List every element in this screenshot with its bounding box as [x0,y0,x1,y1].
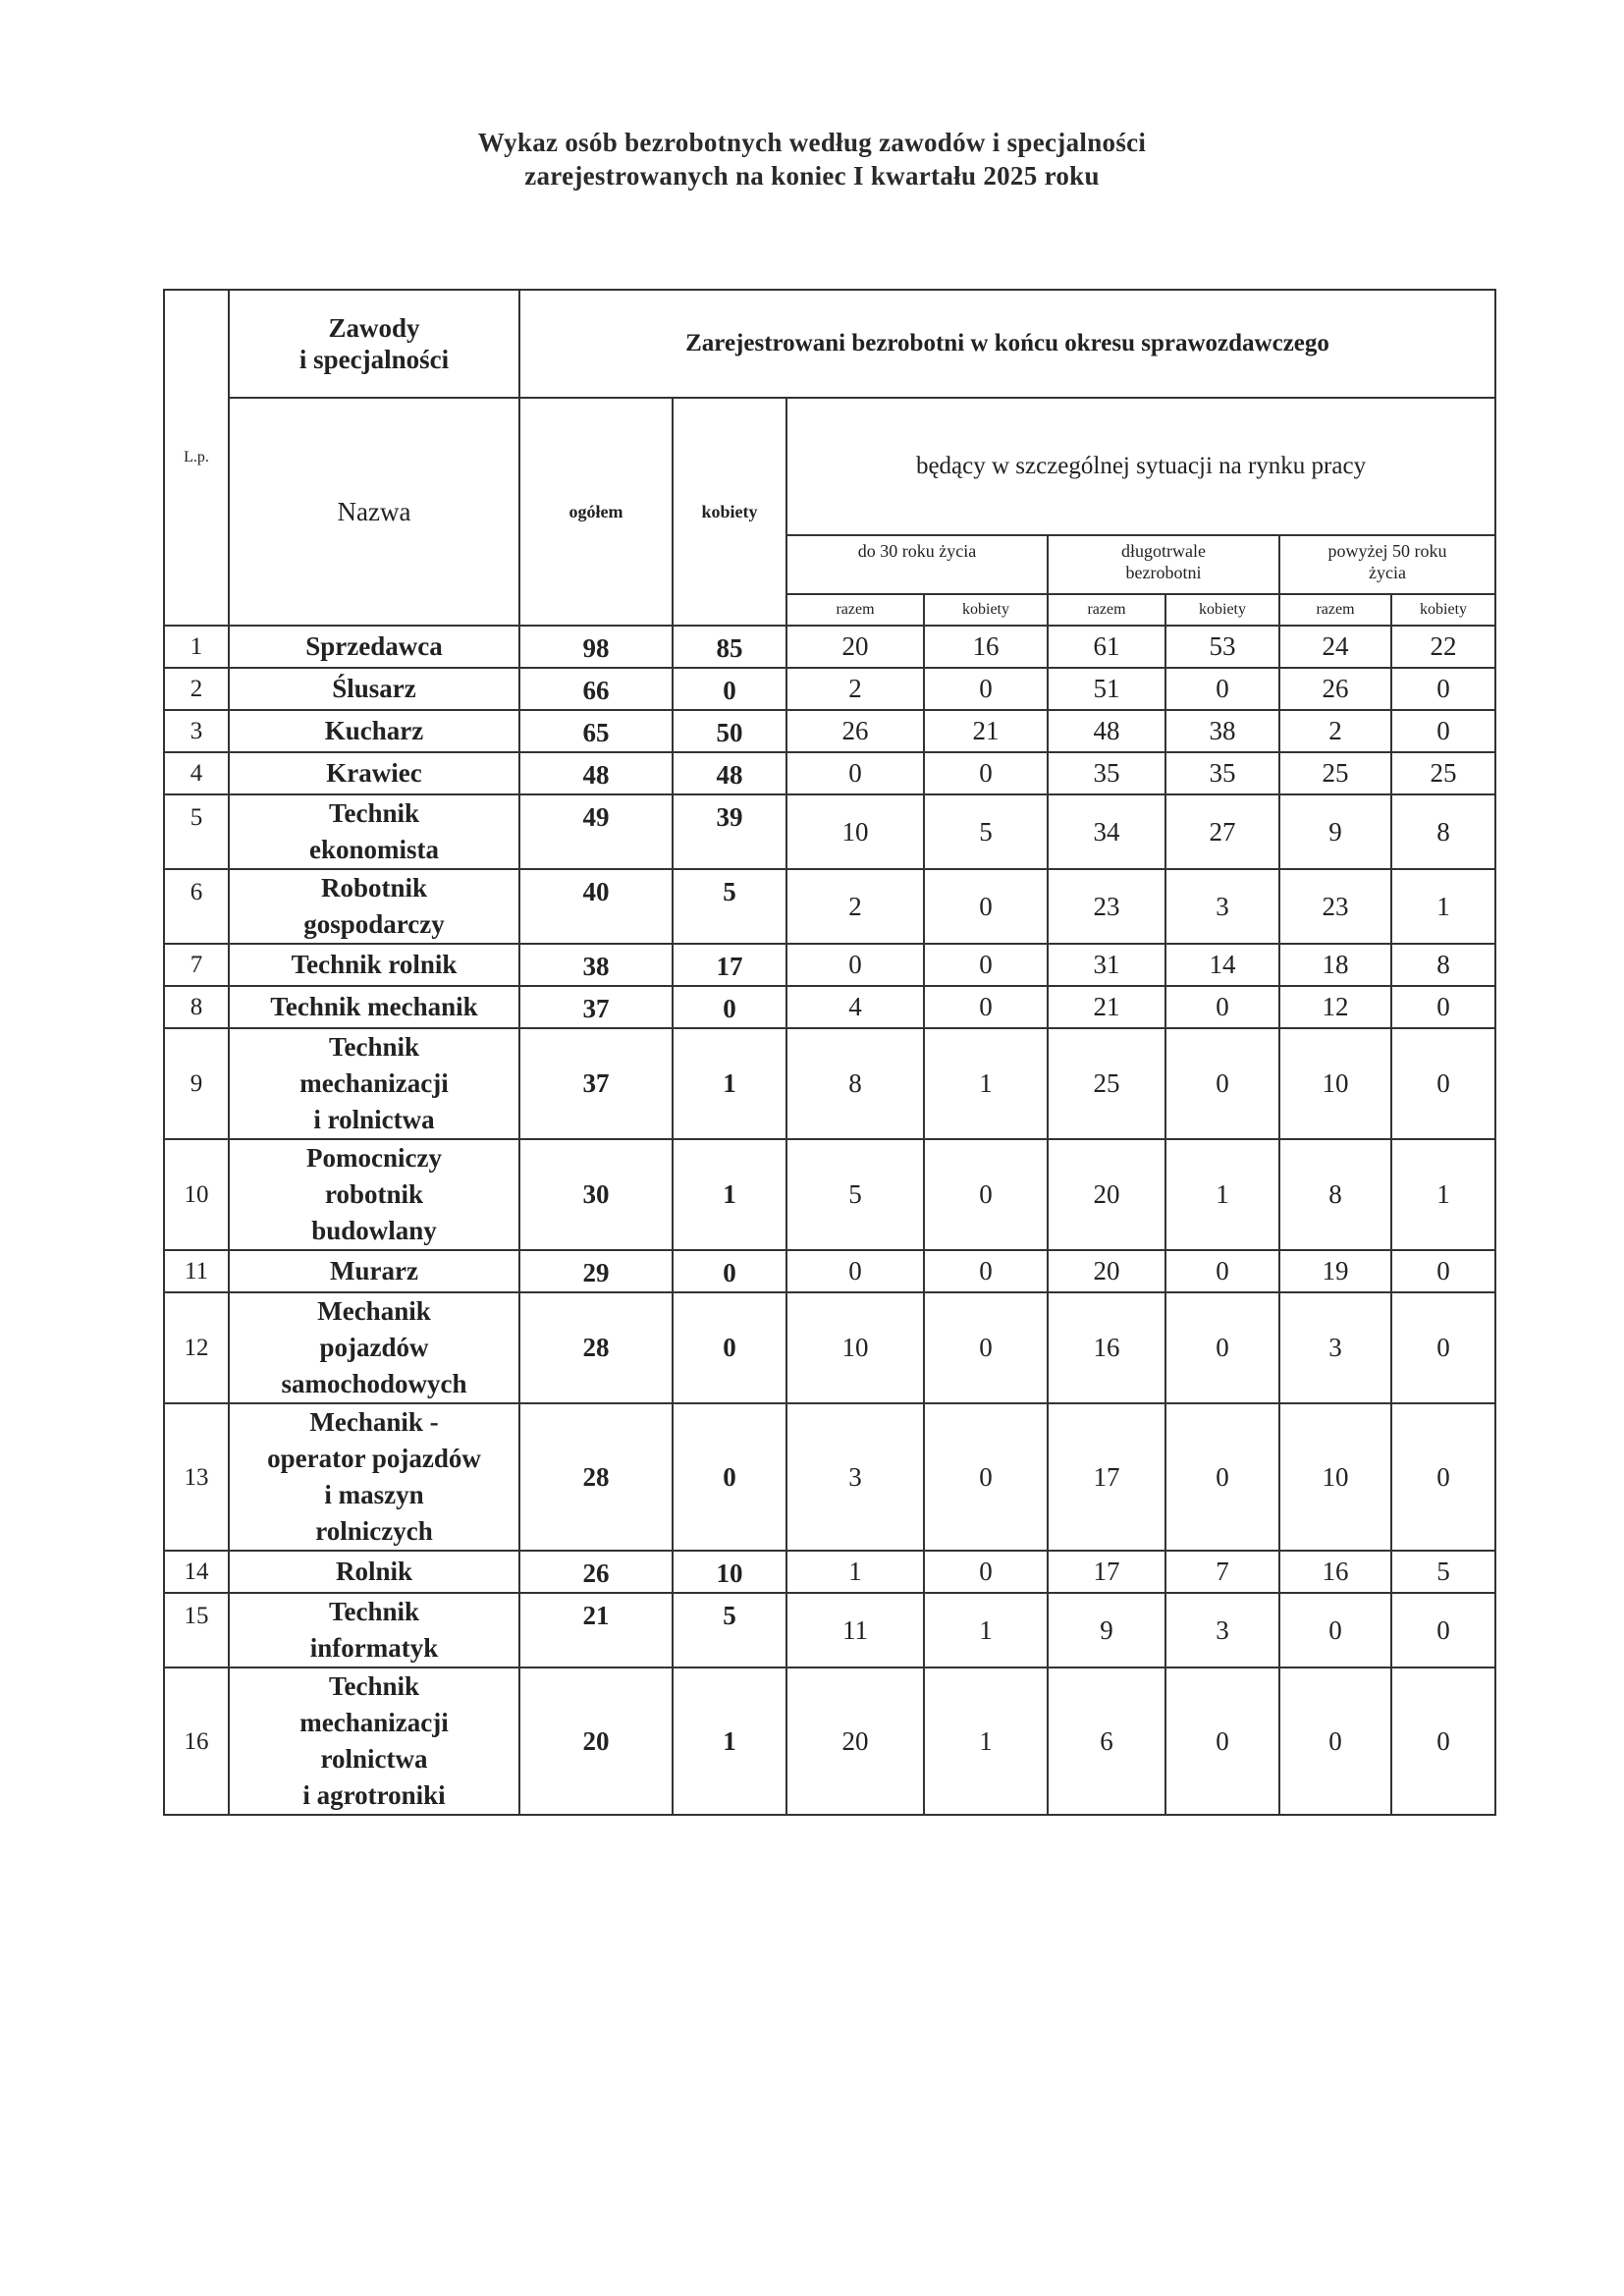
total-count: 26 [519,1551,673,1593]
under-30-total-cell: 0 [786,944,924,986]
occupation-name-line: rolniczych [315,1516,433,1546]
over-50-total-header: razem [1279,594,1391,626]
total-count: 38 [519,944,673,986]
long-term-women-cell: 3 [1165,1593,1279,1667]
under-30-women-cell: 0 [924,668,1048,710]
under-30-total-cell: 20 [786,1667,924,1815]
under-30-women-cell: 0 [924,1551,1048,1593]
under-30-header: do 30 roku życia [786,535,1048,594]
name-header: Nazwa [229,398,519,626]
long-term-total-cell: 35 [1048,752,1165,794]
occupation-name-line: i maszyn [324,1480,424,1509]
long-term-women-cell: 35 [1165,752,1279,794]
occupation-name-line: Krawiec [326,758,422,788]
women-count: 1 [673,1139,786,1250]
long-term-total-cell: 20 [1048,1139,1165,1250]
occupation-name-line: Mechanik [317,1296,431,1326]
long-term-women-cell: 27 [1165,794,1279,869]
over-50-women-cell: 1 [1391,869,1495,944]
total-count: 28 [519,1292,673,1403]
under-30-total-cell: 2 [786,869,924,944]
occupations-header-line-1: Zawody [328,313,420,343]
under-30-total-cell: 2 [786,668,924,710]
total-count: 49 [519,794,673,869]
special-situation-header: będący w szczególnej sytuacji na rynku pracy [786,398,1495,535]
table-row [164,986,1495,1028]
occupation-name-line: ekonomista [308,835,439,864]
occupation-name [229,1139,519,1250]
under-30-women-cell: 21 [924,710,1048,752]
occupation-name-line: Technik [328,1032,420,1062]
over-50-total-cell: 25 [1279,752,1391,794]
under-30-total-cell: 8 [786,1028,924,1139]
long-term-women-header: kobiety [1165,594,1279,626]
occupation-name-line: robotnik [324,1179,424,1209]
total-count: 30 [519,1139,673,1250]
total-count: 20 [519,1667,673,1815]
total-count: 66 [519,668,673,710]
long-term-total-cell: 16 [1048,1292,1165,1403]
under-30-women-cell: 0 [924,1139,1048,1250]
long-term-total-cell: 21 [1048,986,1165,1028]
long-term-total-cell: 31 [1048,944,1165,986]
women-count: 0 [673,1292,786,1403]
long-term-header [1048,535,1279,594]
occupation-name-line: Robotnik [320,873,428,902]
under-30-women-cell: 0 [924,1403,1048,1551]
row-number: 16 [164,1667,229,1815]
row-number: 14 [164,1551,229,1593]
occupation-name-line: Mechanik - [309,1407,439,1437]
women-count: 10 [673,1551,786,1593]
under-30-total-cell: 3 [786,1403,924,1551]
women-count: 17 [673,944,786,986]
row-number: 13 [164,1403,229,1551]
under-30-women-cell: 1 [924,1593,1048,1667]
occupation-name-line: budowlany [311,1216,437,1245]
long-term-women-cell: 0 [1165,668,1279,710]
registered-unemployed-header: Zarejestrowani bezrobotni w końcu okresu sprawozdawczego [519,290,1495,398]
women-header: kobiety [673,398,786,626]
occupation-name-line: Technik [328,1597,420,1626]
long-term-header-line-1: długotrwale [1121,541,1206,561]
long-term-women-cell: 14 [1165,944,1279,986]
under-30-women-cell: 0 [924,1292,1048,1403]
under-30-women-header: kobiety [924,594,1048,626]
total-count: 48 [519,752,673,794]
long-term-women-cell: 3 [1165,869,1279,944]
long-term-women-cell: 38 [1165,710,1279,752]
occupation-name [229,710,519,752]
occupation-name-line: mechanizacji [299,1068,449,1098]
occupation-name-line: Technik rolnik [291,950,458,979]
under-30-total-cell: 26 [786,710,924,752]
over-50-total-cell: 0 [1279,1593,1391,1667]
under-30-total-cell: 1 [786,1551,924,1593]
total-header: ogółem [519,398,673,626]
under-30-women-cell: 0 [924,869,1048,944]
total-count: 98 [519,626,673,668]
long-term-total-cell: 9 [1048,1593,1165,1667]
occupation-name-line: gospodarczy [303,909,445,939]
over-50-women-cell: 0 [1391,1667,1495,1815]
row-number: 8 [164,986,229,1028]
over-50-header-line-1: powyżej 50 roku [1327,541,1447,561]
long-term-total-cell: 51 [1048,668,1165,710]
occupation-name-line: Kucharz [324,716,424,745]
over-50-total-cell: 19 [1279,1250,1391,1292]
occupation-name [229,794,519,869]
occupation-name-line: operator pojazdów [267,1444,481,1473]
long-term-total-cell: 34 [1048,794,1165,869]
occupation-name-line: samochodowych [281,1369,467,1398]
table-row [164,1403,1495,1551]
title-line-1: Wykaz osób bezrobotnych według zawodów i specjalności [477,128,1147,157]
occupation-name [229,752,519,794]
occupation-name [229,1250,519,1292]
row-number: 15 [164,1593,229,1667]
under-30-women-cell: 0 [924,986,1048,1028]
occupation-name [229,1028,519,1139]
total-count: 29 [519,1250,673,1292]
under-30-women-cell: 0 [924,1250,1048,1292]
over-50-total-cell: 10 [1279,1028,1391,1139]
long-term-total-cell: 17 [1048,1551,1165,1593]
under-30-total-cell: 11 [786,1593,924,1667]
occupation-name [229,1403,519,1551]
under-30-women-cell: 0 [924,944,1048,986]
table-row [164,752,1495,794]
long-term-total-cell: 25 [1048,1028,1165,1139]
occupation-name [229,668,519,710]
table-row [164,794,1495,869]
over-50-total-cell: 2 [1279,710,1391,752]
occupations-header [229,290,519,398]
occupation-name-line: mechanizacji [299,1708,449,1737]
over-50-women-cell: 8 [1391,944,1495,986]
occupation-name-line: Technik mechanik [270,992,478,1021]
table-row [164,869,1495,944]
occupation-name-line: Ślusarz [332,674,416,703]
over-50-women-cell: 0 [1391,710,1495,752]
over-50-total-cell: 26 [1279,668,1391,710]
row-number: 4 [164,752,229,794]
row-number: 1 [164,626,229,668]
occupation-name-line: Murarz [330,1256,418,1285]
total-count: 21 [519,1593,673,1667]
long-term-women-cell: 1 [1165,1139,1279,1250]
page-title [0,126,1624,192]
over-50-total-cell: 16 [1279,1551,1391,1593]
over-50-women-cell: 0 [1391,1028,1495,1139]
header-row-2 [164,398,1495,535]
long-term-total-cell: 61 [1048,626,1165,668]
under-30-women-cell: 5 [924,794,1048,869]
long-term-total-cell: 20 [1048,1250,1165,1292]
under-30-women-cell: 1 [924,1667,1048,1815]
occupation-name-line: informatyk [309,1633,439,1663]
row-number: 11 [164,1250,229,1292]
occupation-name-line: i agrotroniki [302,1780,446,1810]
over-50-women-cell: 0 [1391,668,1495,710]
total-count: 40 [519,869,673,944]
under-30-women-cell: 0 [924,752,1048,794]
over-50-women-cell: 22 [1391,626,1495,668]
over-50-header-line-2: życia [1369,563,1406,582]
under-30-total-cell: 4 [786,986,924,1028]
over-50-total-cell: 0 [1279,1667,1391,1815]
title-line-2: zarejestrowanych na koniec I kwartału 2025 roku [524,161,1100,191]
women-count: 0 [673,1403,786,1551]
over-50-header [1279,535,1495,594]
over-50-women-header: kobiety [1391,594,1495,626]
long-term-total-cell: 6 [1048,1667,1165,1815]
row-number: 9 [164,1028,229,1139]
long-term-total-cell: 48 [1048,710,1165,752]
row-number: 7 [164,944,229,986]
under-30-total-cell: 5 [786,1139,924,1250]
under-30-total-cell: 10 [786,794,924,869]
over-50-women-cell: 0 [1391,1593,1495,1667]
over-50-total-cell: 10 [1279,1403,1391,1551]
occupation-name [229,626,519,668]
under-30-total-cell: 0 [786,1250,924,1292]
long-term-women-cell: 0 [1165,1403,1279,1551]
occupation-name [229,1551,519,1593]
row-number: 10 [164,1139,229,1250]
table-row [164,626,1495,668]
women-count: 85 [673,626,786,668]
occupation-name-line: Sprzedawca [305,631,443,661]
occupation-name-line: Technik [328,798,420,828]
table-row [164,1139,1495,1250]
women-count: 0 [673,986,786,1028]
long-term-women-cell: 0 [1165,1250,1279,1292]
row-number: 5 [164,794,229,869]
unemployment-table [163,289,1496,1816]
table-row [164,1292,1495,1403]
long-term-women-cell: 7 [1165,1551,1279,1593]
women-count: 50 [673,710,786,752]
lp-header: L.p. [164,290,229,626]
over-50-total-cell: 18 [1279,944,1391,986]
table-row [164,710,1495,752]
women-count: 48 [673,752,786,794]
over-50-women-cell: 8 [1391,794,1495,869]
under-30-women-cell: 1 [924,1028,1048,1139]
over-50-total-cell: 9 [1279,794,1391,869]
women-count: 0 [673,1250,786,1292]
under-30-total-header: razem [786,594,924,626]
occupation-name [229,1593,519,1667]
table-row [164,668,1495,710]
occupation-name-line: rolnictwa [320,1744,428,1774]
total-count: 28 [519,1403,673,1551]
occupation-name-line: Technik [328,1671,420,1701]
over-50-women-cell: 0 [1391,1292,1495,1403]
table-row [164,1551,1495,1593]
long-term-header-line-2: bezrobotni [1125,563,1202,582]
women-count: 5 [673,869,786,944]
total-count: 65 [519,710,673,752]
under-30-women-cell: 16 [924,626,1048,668]
occupation-name [229,986,519,1028]
occupation-name [229,944,519,986]
long-term-women-cell: 0 [1165,986,1279,1028]
long-term-total-cell: 23 [1048,869,1165,944]
over-50-total-cell: 12 [1279,986,1391,1028]
women-count: 1 [673,1667,786,1815]
long-term-women-cell: 53 [1165,626,1279,668]
occupation-name-line: Pomocniczy [306,1143,442,1173]
long-term-total-cell: 17 [1048,1403,1165,1551]
over-50-total-cell: 3 [1279,1292,1391,1403]
occupation-name-line: pojazdów [319,1333,429,1362]
row-number: 12 [164,1292,229,1403]
women-count: 5 [673,1593,786,1667]
table-row [164,944,1495,986]
over-50-women-cell: 5 [1391,1551,1495,1593]
under-30-total-cell: 20 [786,626,924,668]
women-count: 39 [673,794,786,869]
occupation-name [229,1667,519,1815]
women-count: 1 [673,1028,786,1139]
over-50-total-cell: 23 [1279,869,1391,944]
total-count: 37 [519,986,673,1028]
under-30-total-cell: 0 [786,752,924,794]
occupation-name [229,869,519,944]
occupation-name-line: Rolnik [335,1557,413,1586]
women-count: 0 [673,668,786,710]
over-50-women-cell: 0 [1391,1250,1495,1292]
long-term-women-cell: 0 [1165,1292,1279,1403]
occupation-name-line: i rolnictwa [313,1105,435,1134]
over-50-total-cell: 8 [1279,1139,1391,1250]
occupations-header-line-2: i specjalności [298,345,450,374]
long-term-women-cell: 0 [1165,1028,1279,1139]
row-number: 2 [164,668,229,710]
table-row [164,1593,1495,1667]
header-row-1 [164,290,1495,398]
long-term-women-cell: 0 [1165,1667,1279,1815]
table-row [164,1250,1495,1292]
over-50-total-cell: 24 [1279,626,1391,668]
over-50-women-cell: 25 [1391,752,1495,794]
over-50-women-cell: 0 [1391,986,1495,1028]
long-term-total-header: razem [1048,594,1165,626]
occupation-name [229,1292,519,1403]
row-number: 6 [164,869,229,944]
row-number: 3 [164,710,229,752]
total-count: 37 [519,1028,673,1139]
under-30-total-cell: 10 [786,1292,924,1403]
over-50-women-cell: 1 [1391,1139,1495,1250]
table-row [164,1028,1495,1139]
over-50-women-cell: 0 [1391,1403,1495,1551]
table-row [164,1667,1495,1815]
